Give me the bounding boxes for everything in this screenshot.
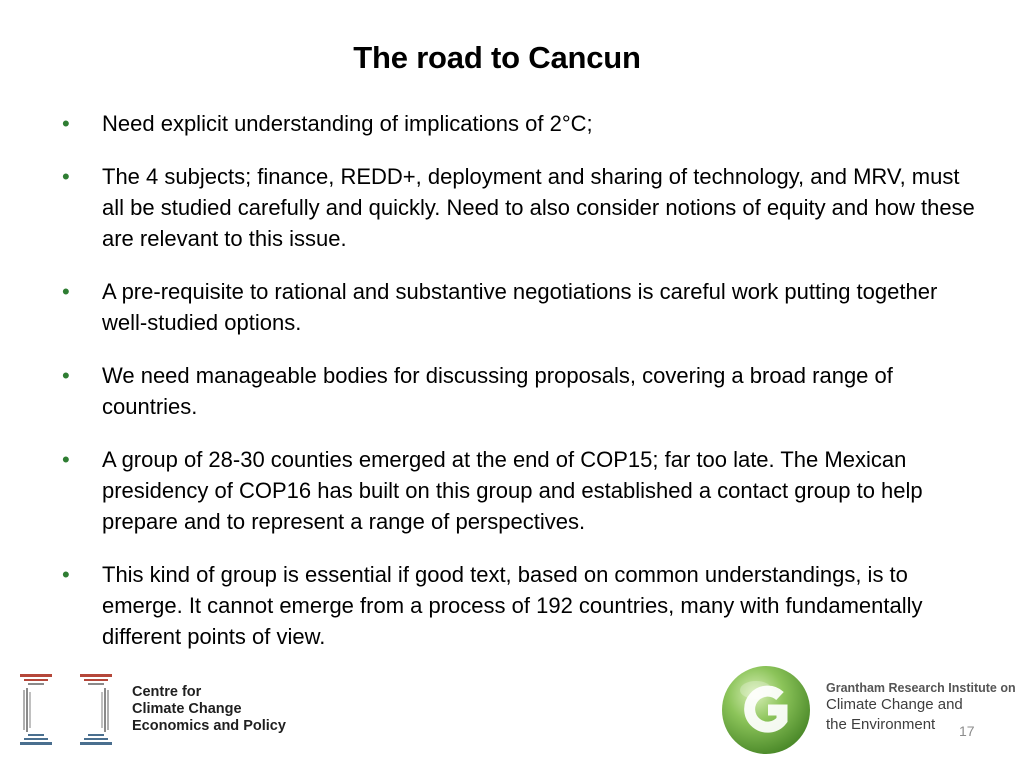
cccep-line: Climate Change xyxy=(132,701,242,717)
bullet-item xyxy=(62,161,982,254)
page-number: 17 xyxy=(959,723,975,739)
cccep-line: Economics and Policy xyxy=(132,718,286,734)
grantham-line: Climate Change and xyxy=(826,696,963,713)
bullet-item xyxy=(62,276,982,338)
grantham-name xyxy=(826,681,1016,735)
bullet-item xyxy=(62,444,982,537)
bullet-text: Need explicit understanding of implications of 2°C; xyxy=(102,111,593,136)
cccep-line: Centre for xyxy=(132,684,202,700)
bullet-icon: • xyxy=(62,164,70,189)
bullet-icon: • xyxy=(62,279,70,304)
bullet-item xyxy=(62,108,982,139)
bullet-text: A group of 28-30 counties emerged at the end of COP15; far too late. The Mexican presidency of COP16 has built on this group and established a contact group to help prepare and to represent a range of perspectives. xyxy=(102,447,923,534)
slide-title: The road to Cancun xyxy=(353,40,641,75)
cccep-column-logo-icon xyxy=(18,672,118,750)
bullet-icon: • xyxy=(62,363,70,388)
bullet-item xyxy=(62,559,982,652)
bullet-text: A pre-requisite to rational and substantive negotiations is careful work putting together well-studied options. xyxy=(102,279,938,335)
bullet-icon: • xyxy=(62,111,70,136)
grantham-logo-block xyxy=(720,662,1020,762)
bullet-icon: • xyxy=(62,447,70,472)
bullet-text: This kind of group is essential if good text, based on common understandings, is to emerge. It cannot emerge from a process of 192 countries, many with fundamentally different points of view. xyxy=(102,562,923,649)
bullet-text: We need manageable bodies for discussing proposals, covering a broad range of countries. xyxy=(102,363,893,419)
grantham-g-sphere-icon xyxy=(720,662,816,758)
bullet-list xyxy=(62,108,982,674)
cccep-logo-block xyxy=(18,672,298,752)
grantham-line: Grantham Research Institute on xyxy=(826,681,1016,695)
bullet-item xyxy=(62,360,982,422)
cccep-name xyxy=(132,684,286,735)
bullet-icon: • xyxy=(62,562,70,587)
bullet-text: The 4 subjects; finance, REDD+, deployment and sharing of technology, and MRV, must all be studied carefully and quickly. Need to also consider notions of equity and how these are relevant to this issue. xyxy=(102,164,975,251)
grantham-line: the Environment xyxy=(826,716,936,733)
